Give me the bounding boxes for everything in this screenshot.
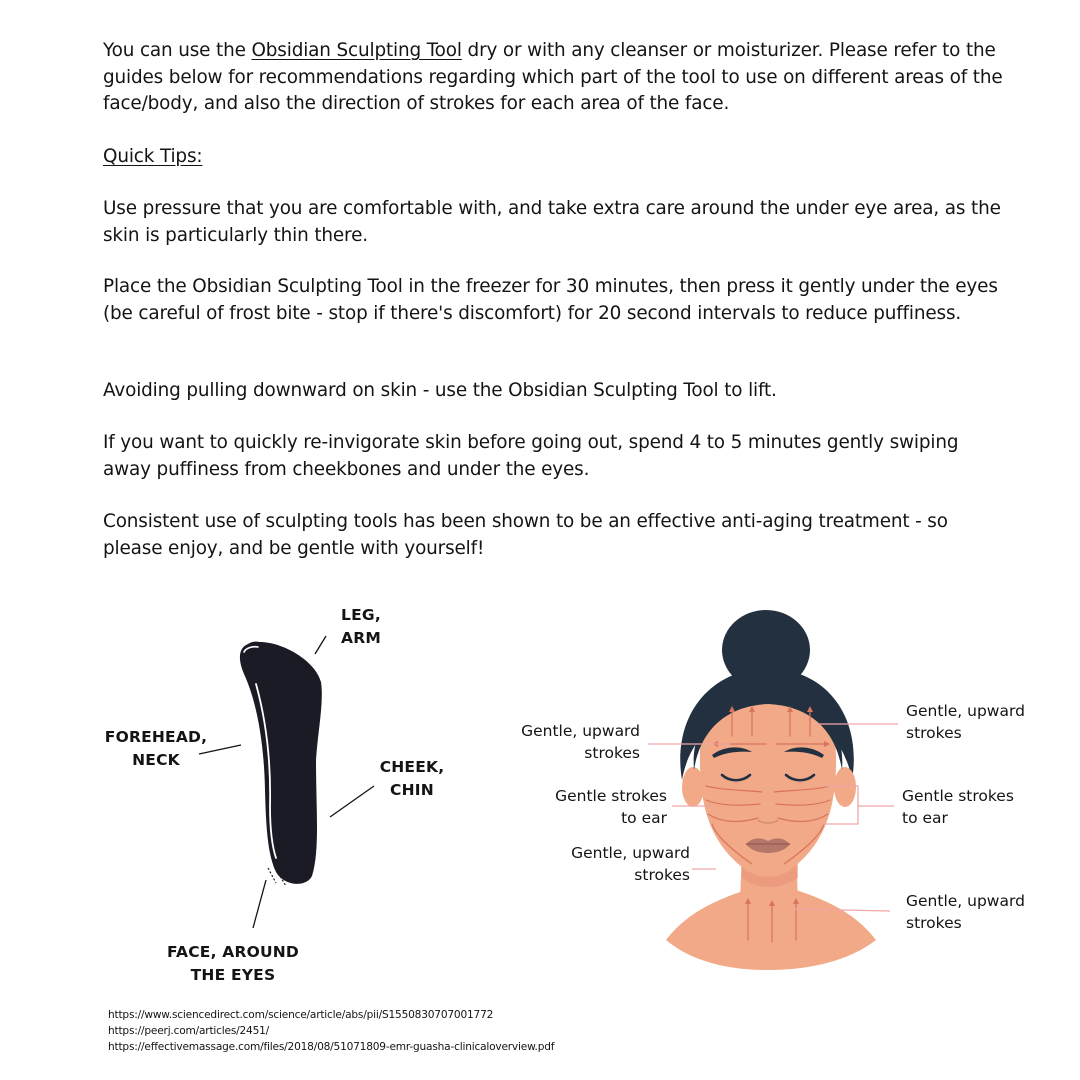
reference-link[interactable]: https://www.sciencedirect.com/science/article/abs/pii/S1550830707001772 (108, 1009, 494, 1021)
tool-tip-dash (268, 868, 276, 883)
pointer-leg-arm (315, 636, 326, 654)
right-ear (834, 767, 856, 807)
reference-link[interactable]: https://effectivemassage.com/files/2018/08/51071809-emr-guasha-clinicaloverview.pdf (108, 1041, 555, 1053)
reference-link[interactable]: https://peerj.com/articles/2451/ (108, 1025, 270, 1037)
label-cheek-chin: CHEEK, CHIN (379, 758, 445, 799)
pointer-cheek-chin (330, 786, 374, 817)
label-face-around-eyes: FACE, AROUND THE EYES (167, 943, 299, 984)
quick-tips-heading: Quick Tips: (103, 146, 203, 167)
face-label-left-low: Gentle, upward strokes (571, 844, 690, 884)
face-label-right-mid: Gentle strokes to ear (902, 787, 1014, 827)
obsidian-tool-shape (240, 642, 322, 884)
intro-text-end: dry or with any cleanser or moisturizer. Please refer to the guides below for recommendations regarding which part of the tool to use on different areas of the face/body, and also the direction of strokes for each area of the face. (103, 40, 1003, 114)
face-label-right-top: Gentle, upward strokes (906, 702, 1025, 742)
face-label-left-mid: Gentle strokes to ear (555, 787, 667, 827)
tip-consistent-use: Consistent use of sculpting tools has been shown to be an effective anti-aging treatment - so please enjoy, and be gentle with yourself! (103, 511, 948, 559)
label-leg-arm: LEG, ARM (341, 606, 381, 647)
tip-reinvigorate: If you want to quickly re-invigorate skin before going out, spend 4 to 5 minutes gently swiping away puffiness from cheekbones and under the eyes. (103, 432, 959, 480)
face-illustration (666, 610, 876, 970)
face-label-left-top: Gentle, upward strokes (521, 722, 640, 762)
references (108, 1007, 554, 1055)
tip-lift: Avoiding pulling downward on skin - use the Obsidian Sculpting Tool to lift. (103, 380, 777, 401)
face-label-right-low: Gentle, upward strokes (906, 892, 1025, 932)
obsidian-tool-link[interactable]: Obsidian Sculpting Tool (251, 40, 462, 61)
tip-pressure: Use pressure that you are comfortable with, and take extra care around the under eye area, as the skin is particularly thin there. (103, 198, 1001, 246)
obsidian-tool-illustration (240, 642, 322, 886)
pointer-face-eyes (253, 880, 266, 928)
tip-freezer: Place the Obsidian Sculpting Tool in the freezer for 30 minutes, then press it gently under the eyes (be careful of frost bite - stop if there's discomfort) for 20 second intervals to reduce puffiness. (103, 276, 998, 324)
label-forehead-neck: FOREHEAD, NECK (104, 728, 208, 769)
intro-text-start: You can use the (103, 40, 252, 61)
